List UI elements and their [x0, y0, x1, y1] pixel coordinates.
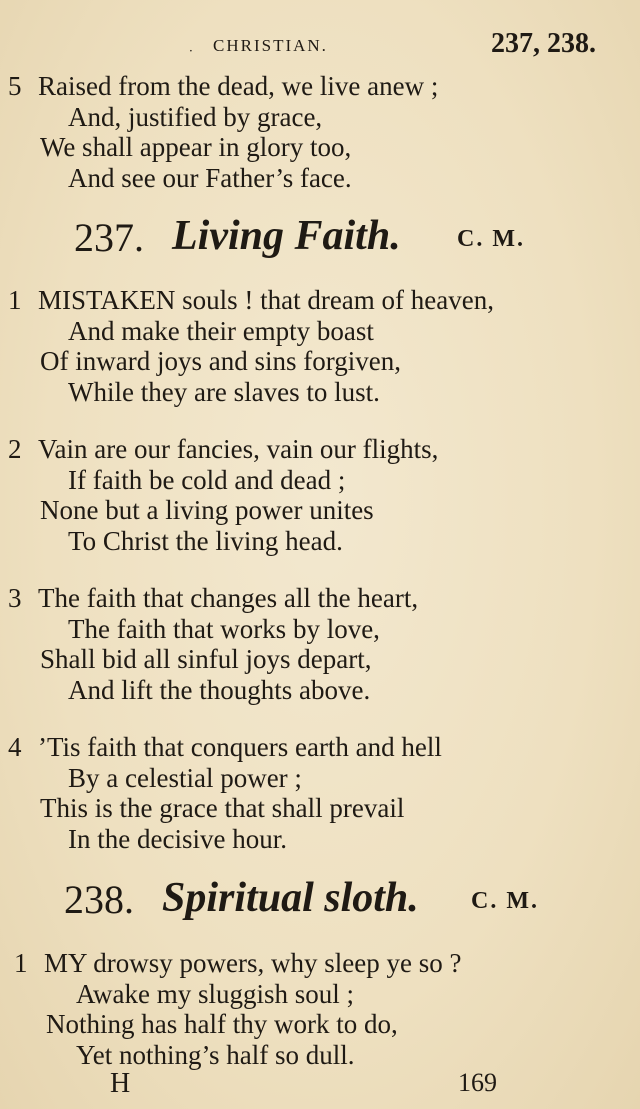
- hymn-237-verse-4: [0, 732, 640, 854]
- header-dot: ·: [189, 44, 193, 58]
- hymn-237-heading: [0, 214, 640, 262]
- verse-line: Nothing has half thy work to do,: [46, 1009, 398, 1039]
- verse-line: And lift the thoughts above.: [68, 674, 371, 705]
- verse-line: By a celestial power ;: [68, 762, 302, 793]
- verse-number: 4: [8, 732, 22, 762]
- hymn-meter: C. M.: [471, 888, 539, 914]
- verse-number: 5: [8, 71, 22, 101]
- signature-mark: H: [110, 1068, 131, 1099]
- verse-line: And, justified by grace,: [68, 101, 323, 132]
- hymn-237-verse-3: [0, 583, 640, 705]
- verse-line: While they are slaves to lust.: [68, 376, 380, 407]
- verse-number: 1: [8, 285, 22, 315]
- verse-line: 3 The faith that changes all the heart,: [8, 583, 419, 613]
- verse-line: If faith be cold and dead ;: [68, 464, 346, 495]
- verse-line: To Christ the living head.: [68, 525, 343, 556]
- verse-line: The faith that works by love,: [68, 613, 380, 644]
- hymn-range: 237, 238.: [491, 28, 596, 59]
- page-header: [0, 28, 640, 68]
- verse-line: None but a living power unites: [40, 495, 374, 525]
- verse-line: 4 ’Tis faith that conquers earth and hell: [8, 732, 442, 762]
- verse-line: And make their empty boast: [68, 315, 374, 346]
- verse-line: 2 Vain are our fancies, vain our flights,: [8, 434, 439, 464]
- running-title: CHRISTIAN.: [213, 36, 328, 55]
- verse-number: 2: [8, 434, 22, 464]
- hymn-meter: C. M.: [457, 226, 525, 252]
- verse-line: We shall appear in glory too,: [40, 132, 352, 162]
- verse-line: Of inward joys and sins forgiven,: [40, 346, 401, 376]
- verse-prev-5: [0, 71, 640, 193]
- verse-number: 1: [14, 948, 28, 978]
- verse-line: Awake my sluggish soul ;: [76, 978, 355, 1009]
- verse-line: 1 MISTAKEN souls ! that dream of heaven,: [8, 285, 494, 315]
- hymn-238-verse-1: [0, 948, 640, 1070]
- hymn-238-heading: [0, 876, 640, 924]
- verse-line: And see our Father’s face.: [68, 162, 352, 193]
- hymn-title: Living Faith.: [172, 213, 401, 259]
- hymn-title: Spiritual sloth.: [162, 875, 419, 921]
- hymn-237-verse-1: [0, 285, 640, 407]
- hymn-number: 238.: [64, 877, 134, 922]
- verse-line: 5 Raised from the dead, we live anew ;: [8, 71, 439, 101]
- hymn-number: 237.: [74, 215, 144, 260]
- page-number: 169: [458, 1068, 497, 1097]
- verse-line: In the decisive hour.: [68, 823, 287, 854]
- hymn-237-verse-2: [0, 434, 640, 556]
- verse-line: This is the grace that shall prevail: [40, 793, 405, 823]
- verse-line: Shall bid all sinful joys depart,: [40, 644, 372, 674]
- verse-line: Yet nothing’s half so dull.: [76, 1039, 355, 1070]
- verse-number: 3: [8, 583, 22, 613]
- verse-line: 1 MY drowsy powers, why sleep ye so ?: [14, 948, 462, 978]
